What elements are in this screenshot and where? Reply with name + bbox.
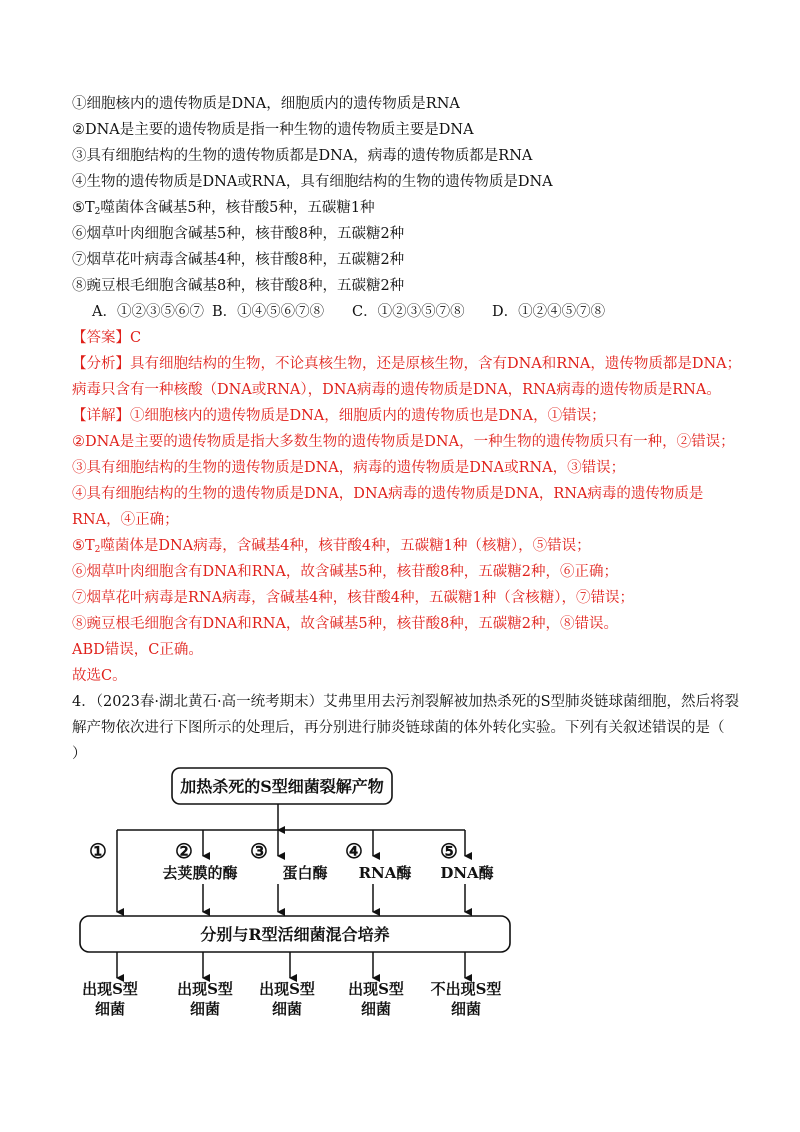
statement-8: ⑧豌豆根毛细胞含碱基8种，核苷酸8种，五碳糖2种 <box>72 278 405 294</box>
option-c: C．①②③⑤⑦⑧ <box>352 304 465 320</box>
question4-line-3: ） <box>72 746 87 762</box>
detail-line-7: ⑥烟草叶肉细胞含有DNA和RNA，故含碱基5种，核苷酸8种，五碳糖2种，⑥正确； <box>72 564 619 580</box>
detail-line-10: ABD错误，C正确。 <box>72 642 203 658</box>
result-3-line-1: 出现S型 <box>259 980 315 998</box>
branch-5-number: ⑤ <box>440 839 458 863</box>
branch-1-number: ① <box>89 839 107 863</box>
detail-line-4: ④具有细胞结构的生物的遗传物质是DNA，DNA病毒的遗传物质是DNA，RNA病毒的遗传物质是 <box>72 486 704 502</box>
branch-2-enzyme: 去荚膜的酶 <box>162 864 238 882</box>
statement-3: ③具有细胞结构的生物的遗传物质都是DNA，病毒的遗传物质都是RNA <box>72 148 533 164</box>
analysis-line-2: 病毒只含有一种核酸（DNA或RNA），DNA病毒的遗传物质是DNA，RNA病毒的遗传物质是RNA。 <box>72 382 721 398</box>
question4-line-2: 解产物依次进行下图所示的处理后，再分别进行肺炎链球菌的体外转化实验。下列有关叙述错误的是（ <box>72 720 725 736</box>
option-d: D．①②④⑤⑦⑧ <box>492 304 606 320</box>
option-b: B．①④⑤⑥⑦⑧ <box>212 304 325 320</box>
detail-line-11: 故选C。 <box>72 668 127 684</box>
answer-line: 【答案】C <box>72 330 142 346</box>
statement-6: ⑥烟草叶肉细胞含碱基5种，核苷酸8种，五碳糖2种 <box>72 226 405 242</box>
question4-line-1: 4．（2023春·湖北黄石·高一统考期末）艾弗里用去污剂裂解被加热杀死的S型肺炎链球菌细胞，然后将裂 <box>72 694 740 710</box>
detail-line-2: ②DNA是主要的遗传物质是指大多数生物的遗传物质是DNA，一种生物的遗传物质只有一种，②错误； <box>72 434 735 450</box>
experiment-diagram <box>0 760 800 1060</box>
result-2-line-1: 出现S型 <box>177 980 233 998</box>
result-1-line-1: 出现S型 <box>82 980 138 998</box>
branch-2-number: ② <box>175 839 193 863</box>
bottom-box-label: 分别与R型活细菌混合培养 <box>200 925 390 944</box>
result-5-line-1: 不出现S型 <box>430 980 502 998</box>
branch-5-enzyme: DNA酶 <box>440 864 494 882</box>
option-a: A．①②③⑤⑥⑦ <box>92 304 204 320</box>
detail-line-3: ③具有细胞结构的生物的遗传物质是DNA，病毒的遗传物质是DNA或RNA，③错误； <box>72 460 626 476</box>
statement-4: ④生物的遗传物质是DNA或RNA，具有细胞结构的生物的遗传物质是DNA <box>72 174 553 190</box>
top-box-label: 加热杀死的S型细菌裂解产物 <box>180 777 384 796</box>
detail-line-5: RNA，④正确； <box>72 512 179 528</box>
statement-1: ①细胞核内的遗传物质是DNA，细胞质内的遗传物质是RNA <box>72 96 460 112</box>
branch-4-number: ④ <box>345 839 363 863</box>
statement-5: $⑤T_2$噬菌体含碱基5种，核苷酸5种，五碳糖1种 <box>72 200 375 217</box>
result-4-line-2: 细菌 <box>360 1000 392 1018</box>
detail-line-1: 【详解】①细胞核内的遗传物质是DNA，细胞质内的遗传物质也是DNA，①错误； <box>72 408 606 424</box>
detail-line-6: $⑤T_2$噬菌体是DNA病毒，含碱基4种，核苷酸4种，五碳糖1种（核糖），⑤错误； <box>72 538 591 555</box>
detail-line-9: ⑧豌豆根毛细胞含有DNA和RNA，故含碱基5种，核苷酸8种，五碳糖2种，⑧错误。 <box>72 616 619 632</box>
statement-2: ②DNA是主要的遗传物质是指一种生物的遗传物质主要是DNA <box>72 122 474 138</box>
result-4-line-1: 出现S型 <box>348 980 404 998</box>
branch-4-enzyme: RNA酶 <box>358 864 412 882</box>
analysis-line-1: 【分析】具有细胞结构的生物，不论真核生物，还是原核生物，含有DNA和RNA，遗传物质都是DNA； <box>72 356 742 372</box>
result-1-line-2: 细菌 <box>94 1000 126 1018</box>
result-5-line-2: 细菌 <box>450 1000 482 1018</box>
branch-3-enzyme: 蛋白酶 <box>282 864 328 882</box>
result-2-line-2: 细菌 <box>189 1000 221 1018</box>
statement-7: ⑦烟草花叶病毒含碱基4种，核苷酸8种，五碳糖2种 <box>72 252 405 268</box>
branch-3-number: ③ <box>250 839 268 863</box>
result-3-line-2: 细菌 <box>271 1000 303 1018</box>
detail-line-8: ⑦烟草花叶病毒是RNA病毒，含碱基4种，核苷酸4种，五碳糖1种（含核糖），⑦错误； <box>72 590 634 606</box>
